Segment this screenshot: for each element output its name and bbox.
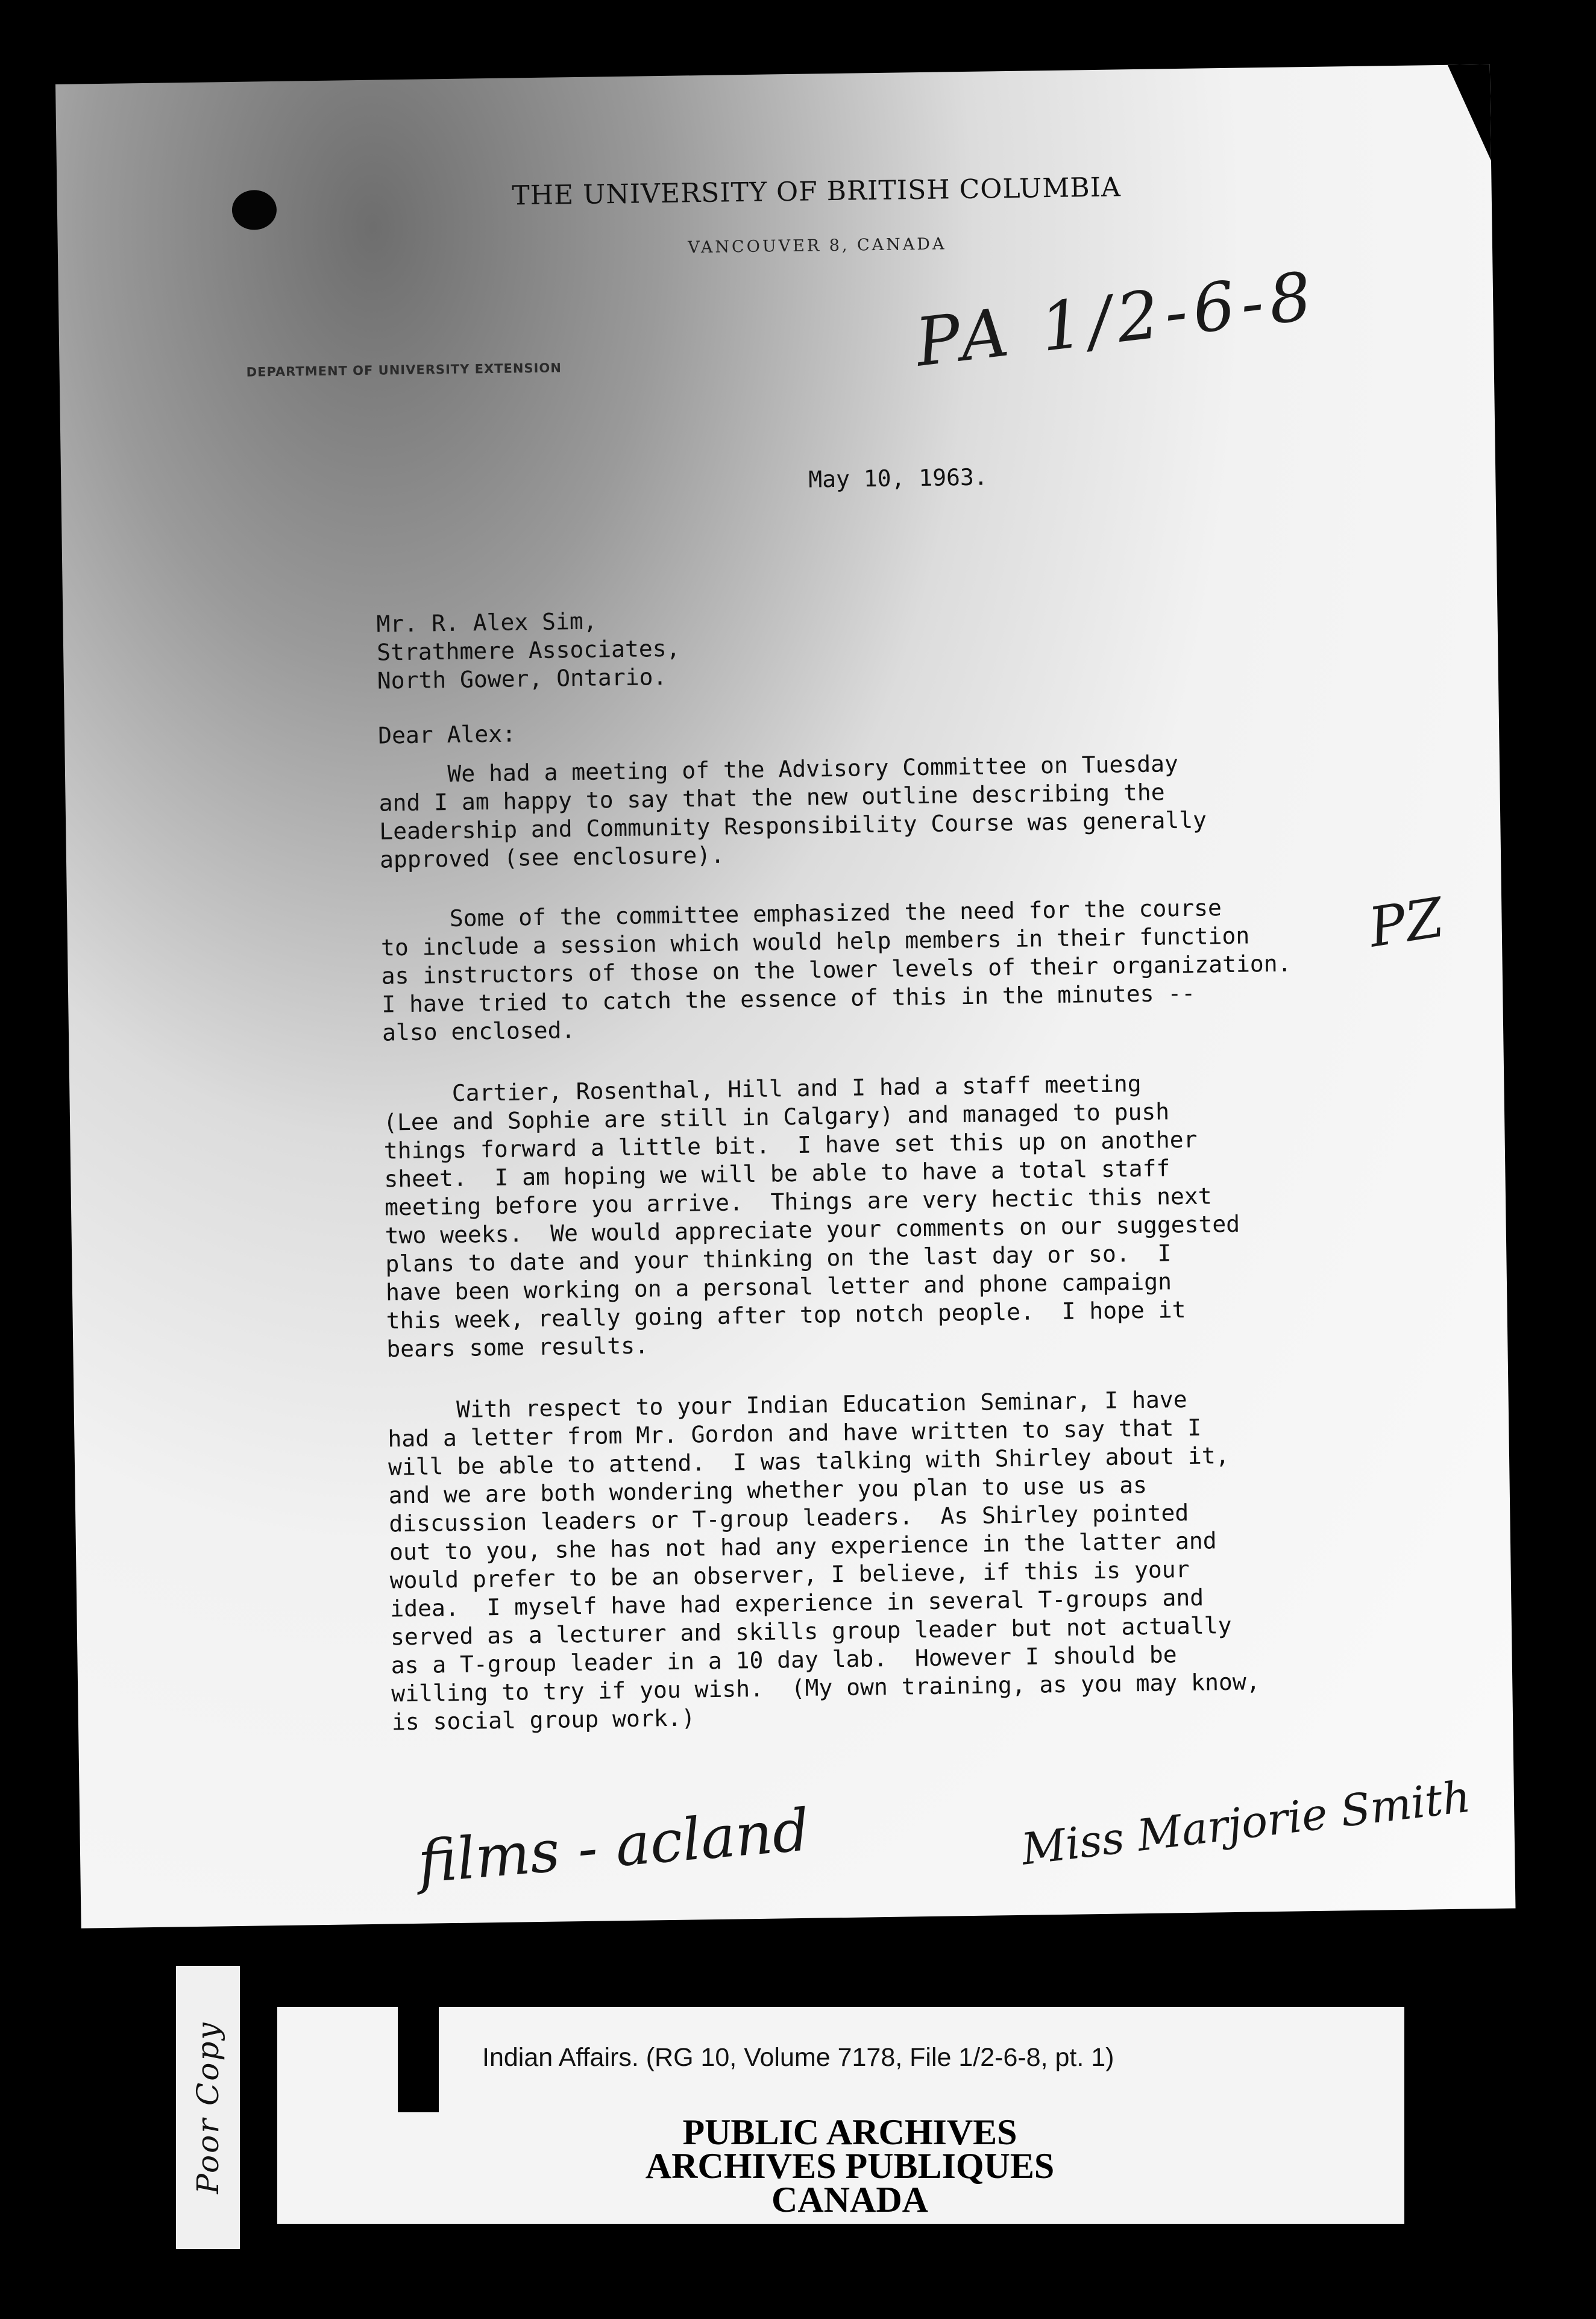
archive-reference: Indian Affairs. (RG 10, Volume 7178, File 1/2-6-8, pt. 1)	[482, 2043, 1114, 2072]
stamp-line-2: ARCHIVES PUBLIQUES	[645, 2146, 1055, 2186]
poor-copy-label	[176, 1966, 240, 2249]
handwritten-note-name: Miss Marjorie Smith	[1019, 1771, 1473, 1875]
card-tab	[398, 2007, 439, 2112]
stamp-line-3: CANADA	[771, 2180, 928, 2220]
letter-date: May 10, 1963.	[808, 463, 988, 493]
archives-stamp	[639, 2112, 1061, 2220]
recipient-address: Mr. R. Alex Sim, Strathmere Associates, North Gower, Ontario.	[376, 607, 680, 694]
poor-copy-text: Poor Copy	[190, 2021, 225, 2194]
paragraph-committee-session: Some of the committee emphasized the need for the course to include a session which would help members in their function as instructors of those on the lower levels of their organization. I have tried to catch the essence of this in the minutes -- also enclosed.	[380, 894, 1292, 1046]
letter-page	[55, 64, 1515, 1928]
paragraph-indian-education-seminar: With respect to your Indian Education Seminar, I have had a letter from Mr. Gordon and have written to say that I will be able to attend. I was talking with Shirley about it, and we are both wondering whether you plan to use us as discussion leaders or T-group leaders. As Shirley pointed out to you, she has not had any experience in the latter and would prefer to be an observer, I believe, if this is your idea. I myself have had experience in several T-groups and served as a lecturer and skills group leader but not actually as a T-group leader in a 10 day lab. However I should be willing to try if you wish. (My own training, as you may know, is social group work.)	[387, 1385, 1260, 1736]
page-corner-fold	[1448, 64, 1491, 162]
letterhead-university: THE UNIVERSITY OF BRITISH COLUMBIA	[512, 172, 1122, 212]
letterhead-department: DEPARTMENT OF UNIVERSITY EXTENSION	[246, 360, 562, 380]
handwritten-margin-mark: PZ	[1365, 886, 1448, 960]
salutation: Dear Alex:	[377, 720, 517, 749]
paragraph-staff-meeting: Cartier, Rosenthal, Hill and I had a staff meeting (Lee and Sophie are still in Calgary) and managed to push things forward a little bit. I have set this up on another sheet. I am hoping we will be able to have a total staff meeting before you arrive. Things are very hectic this next two weeks. We would appreciate your comments on our suggested plans to date and your thinking on the last day or so. I have been working on a personal letter and phone campaign this week, really going after top notch people. I hope it bears some results.	[383, 1070, 1240, 1363]
archive-reference-card	[277, 2007, 1404, 2224]
letterhead-address: VANCOUVER 8, CANADA	[688, 234, 947, 257]
stamp-line-1: PUBLIC ARCHIVES	[682, 2112, 1017, 2152]
paragraph-advisory-committee: We had a meeting of the Advisory Committee on Tuesday and I am happy to say that the new outline describing the Leadership and Community Responsibility Course was generally approved (see enclosure).	[378, 750, 1207, 873]
handwritten-file-reference: PA 1/2-6-8	[911, 257, 1322, 381]
handwritten-note-films: films - acland	[415, 1796, 812, 1897]
